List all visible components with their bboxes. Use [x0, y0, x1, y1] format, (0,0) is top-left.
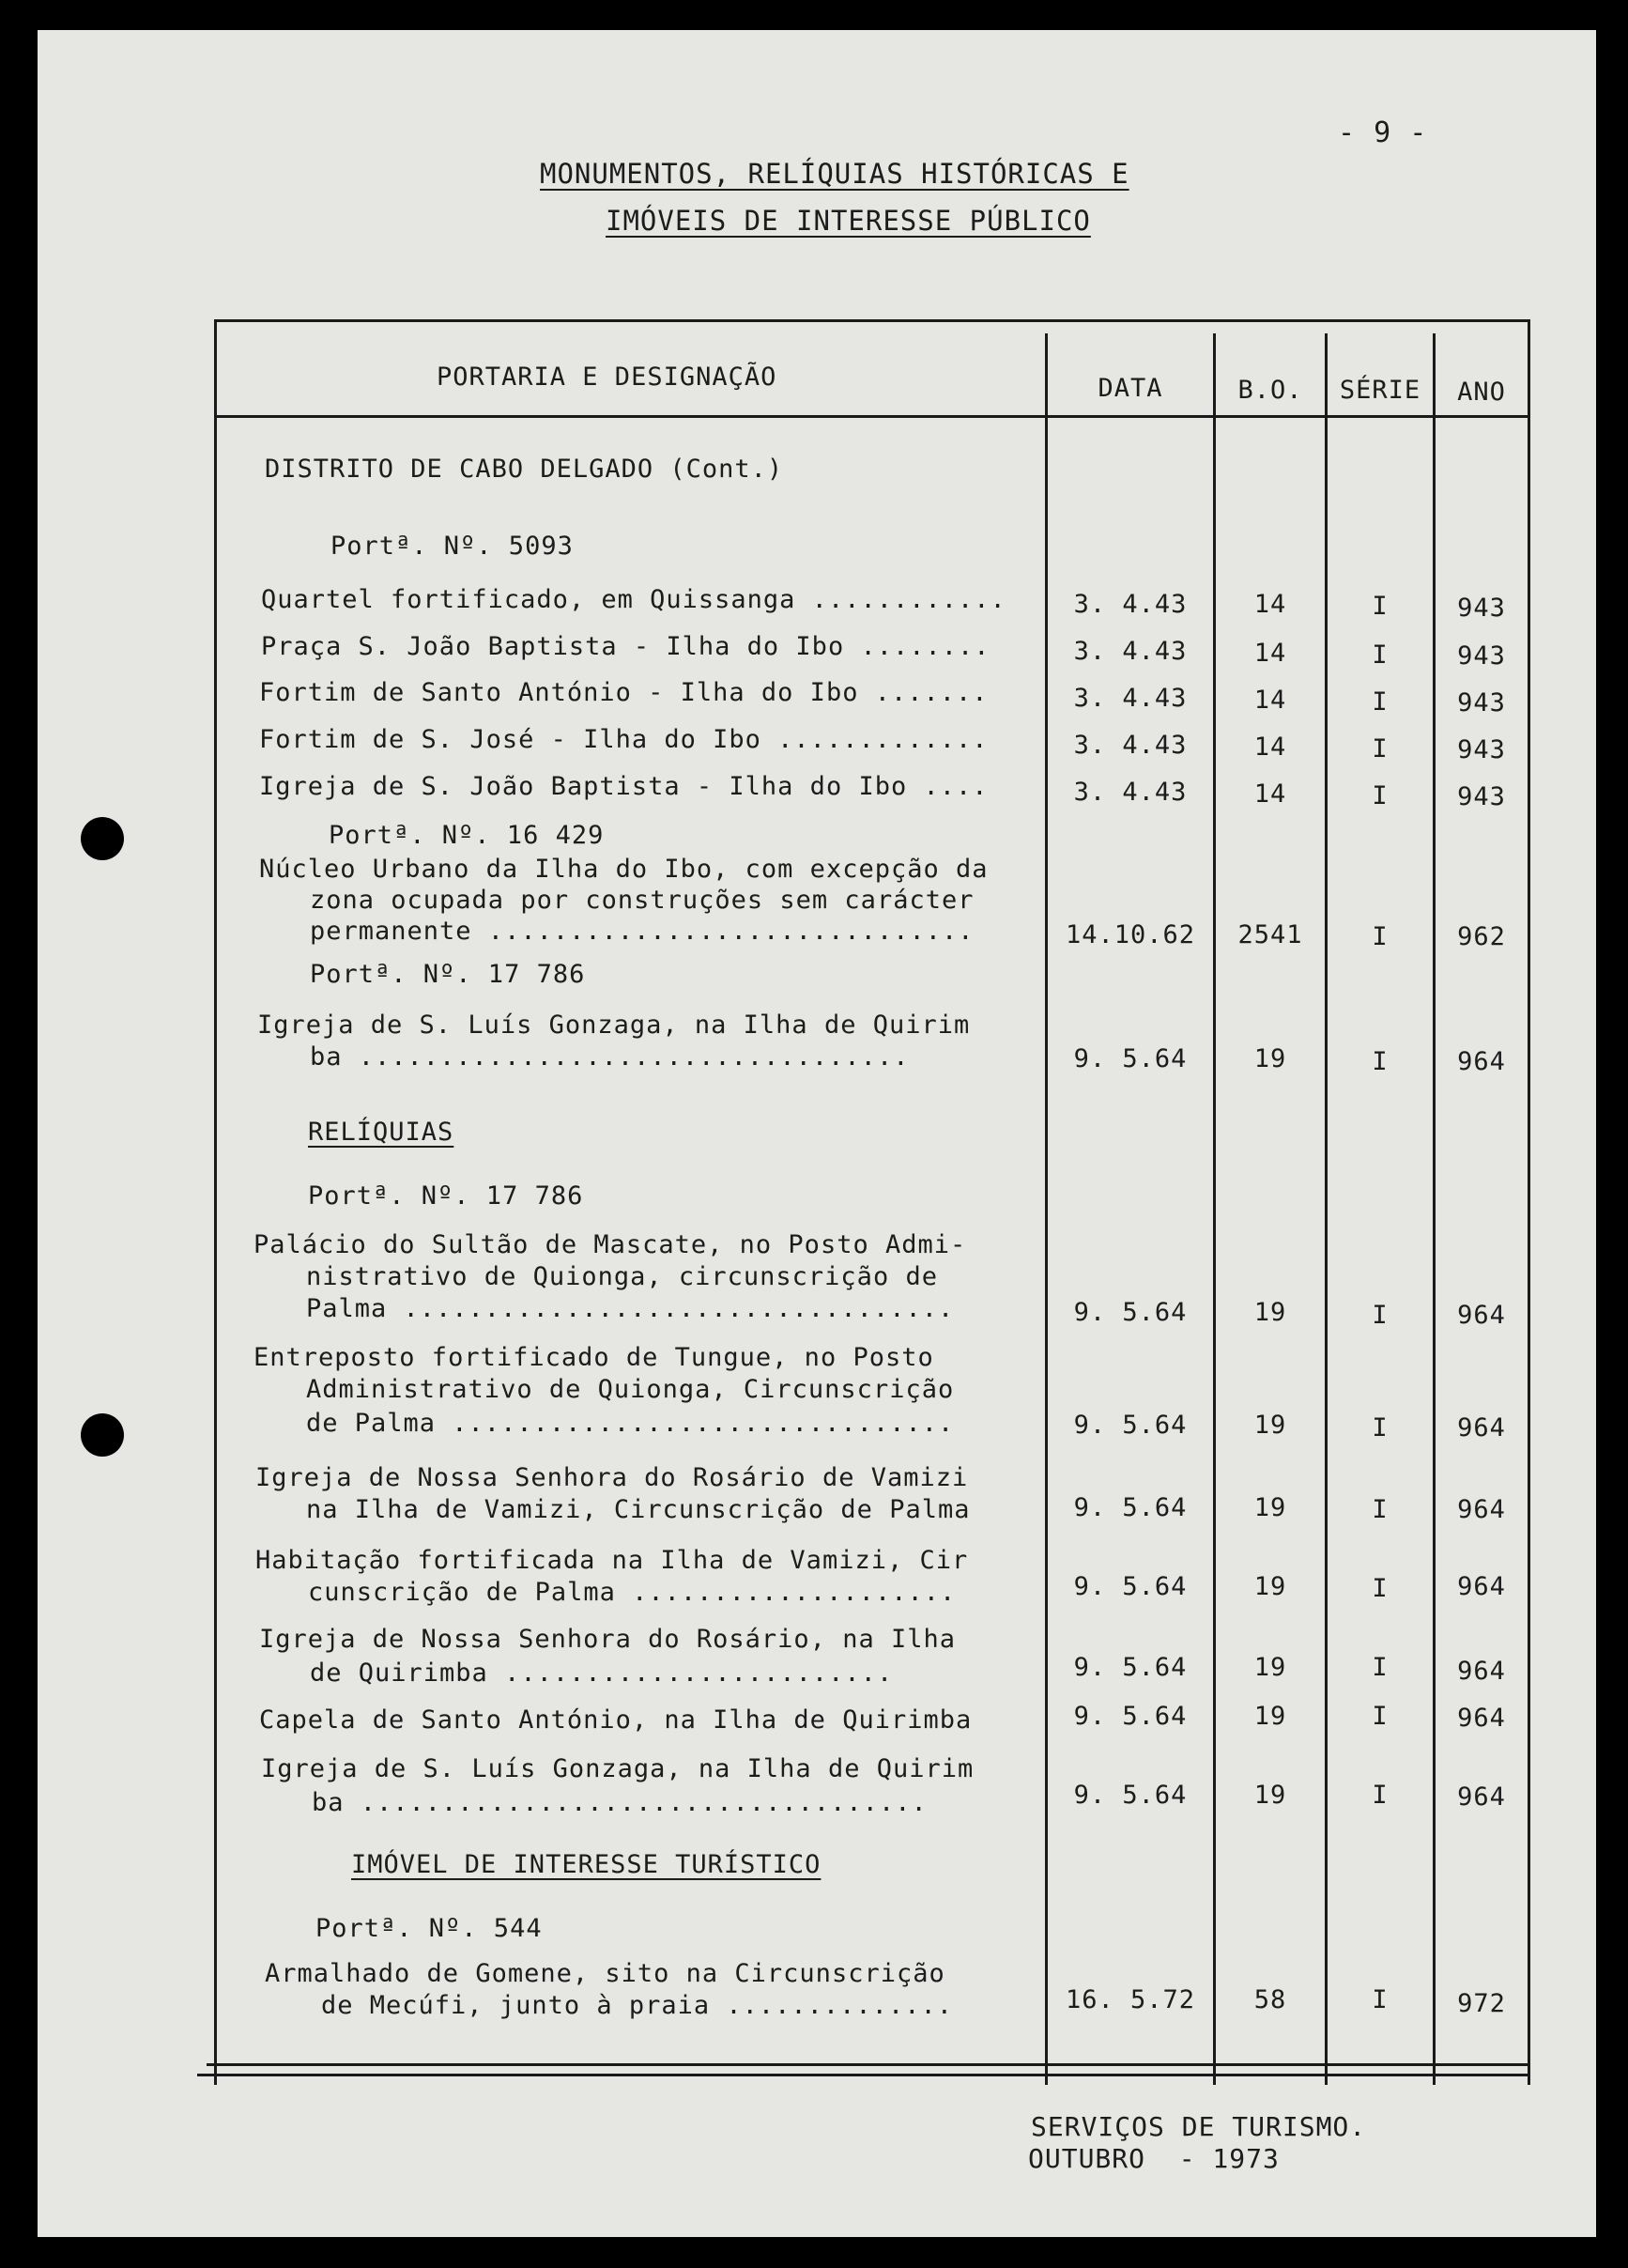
- row-data: 3. 4.43: [1073, 684, 1188, 713]
- row-designation-line1: Armalhado de Gomene, sito na Circunscrição: [265, 1959, 945, 1988]
- page-number: - 9 -: [1338, 116, 1428, 149]
- portaria-number: Portª. Nº. 544: [315, 1914, 543, 1943]
- portaria-number: Portª. Nº. 17 786: [308, 1181, 584, 1211]
- row-bo: 19: [1253, 1781, 1287, 1810]
- row-bo: 14: [1253, 686, 1287, 715]
- row-ano: 964: [1457, 1782, 1506, 1812]
- row-designation-line1: Igreja de Nossa Senhora do Rosário, na Ilha: [259, 1625, 956, 1654]
- row-ano: 943: [1457, 735, 1506, 764]
- row-serie: I: [1372, 1301, 1389, 1330]
- row-designation-line3: de Palma ...............................: [306, 1409, 955, 1438]
- footer-department: SERVIÇOS DE TURISMO.: [1031, 2111, 1367, 2142]
- row-serie: I: [1372, 922, 1389, 951]
- column-header-ano: ANO: [1457, 378, 1506, 407]
- row-bo: 19: [1253, 1493, 1287, 1522]
- section-heading-imovel-turistico: IMÓVEL DE INTERESSE TURÍSTICO: [351, 1850, 822, 1879]
- row-designation-line2: Administrativo de Quionga, Circunscrição: [306, 1375, 955, 1404]
- row-data: 14.10.62: [1065, 920, 1196, 949]
- table-left-border: [214, 319, 217, 2085]
- column-header-bo: B.O.: [1237, 376, 1303, 405]
- row-serie: I: [1372, 1574, 1389, 1603]
- row-ano: 964: [1457, 1413, 1506, 1443]
- document-page: [38, 30, 1596, 2237]
- row-ano: 943: [1457, 594, 1506, 623]
- document-title-line1: MONUMENTOS, RELÍQUIAS HISTÓRICAS E: [540, 158, 1129, 190]
- row-ano: 964: [1457, 1657, 1506, 1686]
- row-designation-line1: Entreposto fortificado de Tungue, no Posto: [253, 1343, 934, 1372]
- row-bo: 2541: [1237, 920, 1303, 949]
- row-ano: 943: [1457, 641, 1506, 671]
- row-serie: I: [1372, 1413, 1389, 1443]
- row-serie: I: [1372, 1985, 1389, 2014]
- table-right-border: [1528, 319, 1530, 2085]
- row-bo: 58: [1253, 1985, 1287, 2014]
- row-designation-line2: de Quirimba ........................: [310, 1659, 894, 1688]
- row-designation: Quartel fortificado, em Quissanga ............: [261, 585, 1006, 614]
- row-bo: 19: [1253, 1702, 1287, 1731]
- row-bo: 14: [1253, 590, 1287, 619]
- row-bo: 14: [1253, 639, 1287, 668]
- row-designation-line1: Palácio do Sultão de Mascate, no Posto Admi-: [253, 1230, 967, 1259]
- row-bo: 14: [1253, 733, 1287, 762]
- row-designation-line2: cunscrição de Palma ....................: [308, 1578, 957, 1607]
- row-serie: I: [1372, 1781, 1389, 1810]
- row-designation-line1: Habitação fortificada na Ilha de Vamizi, Cir: [255, 1546, 969, 1575]
- row-bo: 19: [1253, 1653, 1287, 1682]
- table-top-border: [214, 319, 1530, 322]
- column-header-data: DATA: [1098, 374, 1163, 403]
- row-ano: 972: [1457, 1989, 1506, 2018]
- row-bo: 19: [1253, 1572, 1287, 1601]
- row-data: 9. 5.64: [1073, 1044, 1188, 1073]
- row-serie: I: [1372, 687, 1389, 717]
- row-serie: I: [1372, 1047, 1389, 1076]
- row-designation-line2: nistrativo de Quionga, circunscrição de: [306, 1262, 938, 1291]
- row-designation-line2: de Mecúfi, junto à praia ..............: [321, 1991, 953, 2020]
- row-designation-line1: Igreja de S. Luís Gonzaga, na Ilha de Quirim: [257, 1011, 971, 1040]
- row-ano: 964: [1457, 1047, 1506, 1076]
- row-data: 9. 5.64: [1073, 1411, 1188, 1440]
- row-data: 9. 5.64: [1073, 1298, 1188, 1327]
- row-bo: 19: [1253, 1298, 1287, 1327]
- column-header-serie: SÉRIE: [1339, 376, 1421, 405]
- row-serie: I: [1372, 1495, 1389, 1524]
- row-data: 9. 5.64: [1073, 1572, 1188, 1601]
- row-data: 3. 4.43: [1073, 590, 1188, 619]
- column-header-designacao: PORTARIA E DESIGNAÇÃO: [437, 363, 777, 392]
- row-serie: I: [1372, 734, 1389, 764]
- row-designation-line2: na Ilha de Vamizi, Circunscrição de Palma: [306, 1495, 971, 1524]
- row-designation-line3: permanente ..............................: [310, 917, 975, 946]
- row-data: 3. 4.43: [1073, 637, 1188, 666]
- row-data: 9. 5.64: [1073, 1653, 1188, 1682]
- row-designation-line1: Núcleo Urbano da Ilha do Ibo, com excepção da: [259, 855, 989, 884]
- portaria-number: Portª. Nº. 16 429: [329, 821, 605, 850]
- row-ano: 964: [1457, 1495, 1506, 1524]
- document-title-line2: IMÓVEIS DE INTERESSE PÚBLICO: [606, 205, 1091, 237]
- row-designation: Igreja de S. João Baptista - Ilha do Ibo ....: [259, 772, 989, 801]
- row-designation-line1: Igreja de S. Luís Gonzaga, na Ilha de Quirim: [261, 1754, 975, 1783]
- row-serie: I: [1372, 1653, 1389, 1682]
- row-serie: I: [1372, 1702, 1389, 1731]
- row-ano: 964: [1457, 1301, 1506, 1330]
- row-designation: Fortim de Santo António - Ilha do Ibo .......: [259, 678, 989, 707]
- row-designation-line2: ba ...................................: [312, 1788, 928, 1817]
- row-data: 9. 5.64: [1073, 1781, 1188, 1810]
- section-heading-district: DISTRITO DE CABO DELGADO (Cont.): [265, 455, 784, 484]
- row-data: 16. 5.72: [1065, 1985, 1196, 2014]
- row-bo: 19: [1253, 1044, 1287, 1073]
- row-designation-line2: zona ocupada por construções sem carácter: [310, 886, 975, 915]
- row-ano: 964: [1457, 1572, 1506, 1601]
- punch-hole-lower: [81, 1413, 124, 1457]
- footer-date: OUTUBRO - 1973: [1028, 2143, 1280, 2174]
- row-bo: 14: [1253, 779, 1287, 809]
- row-bo: 19: [1253, 1411, 1287, 1440]
- table-header-rule: [214, 415, 1530, 418]
- row-designation-line2: ba ..................................: [310, 1042, 910, 1072]
- row-designation-line1: Igreja de Nossa Senhora do Rosário de Vamizi: [255, 1463, 969, 1492]
- row-serie: I: [1372, 592, 1389, 621]
- row-ano: 964: [1457, 1704, 1506, 1733]
- portaria-number: Portª. Nº. 5093: [330, 532, 574, 561]
- row-ano: 962: [1457, 922, 1506, 951]
- portaria-number: Portª. Nº. 17 786: [310, 960, 586, 989]
- row-designation: Capela de Santo António, na Ilha de Quirimba: [259, 1705, 973, 1735]
- row-data: 3. 4.43: [1073, 731, 1188, 760]
- row-serie: I: [1372, 640, 1389, 670]
- row-data: 9. 5.64: [1073, 1702, 1188, 1731]
- table-bottom-rule-2: [197, 2074, 1530, 2076]
- row-serie: I: [1372, 781, 1389, 810]
- row-designation: Praça S. João Baptista - Ilha do Ibo ........: [261, 632, 991, 661]
- table-bottom-rule-1: [207, 2063, 1530, 2066]
- row-designation: Fortim de S. José - Ilha do Ibo .............: [259, 725, 989, 754]
- row-ano: 943: [1457, 782, 1506, 811]
- row-data: 9. 5.64: [1073, 1493, 1188, 1522]
- punch-hole-upper: [81, 817, 124, 860]
- section-heading-reliquias: RELÍQUIAS: [308, 1118, 454, 1147]
- row-ano: 943: [1457, 688, 1506, 717]
- row-designation-line3: Palma ..................................: [306, 1294, 955, 1323]
- row-data: 3. 4.43: [1073, 778, 1188, 807]
